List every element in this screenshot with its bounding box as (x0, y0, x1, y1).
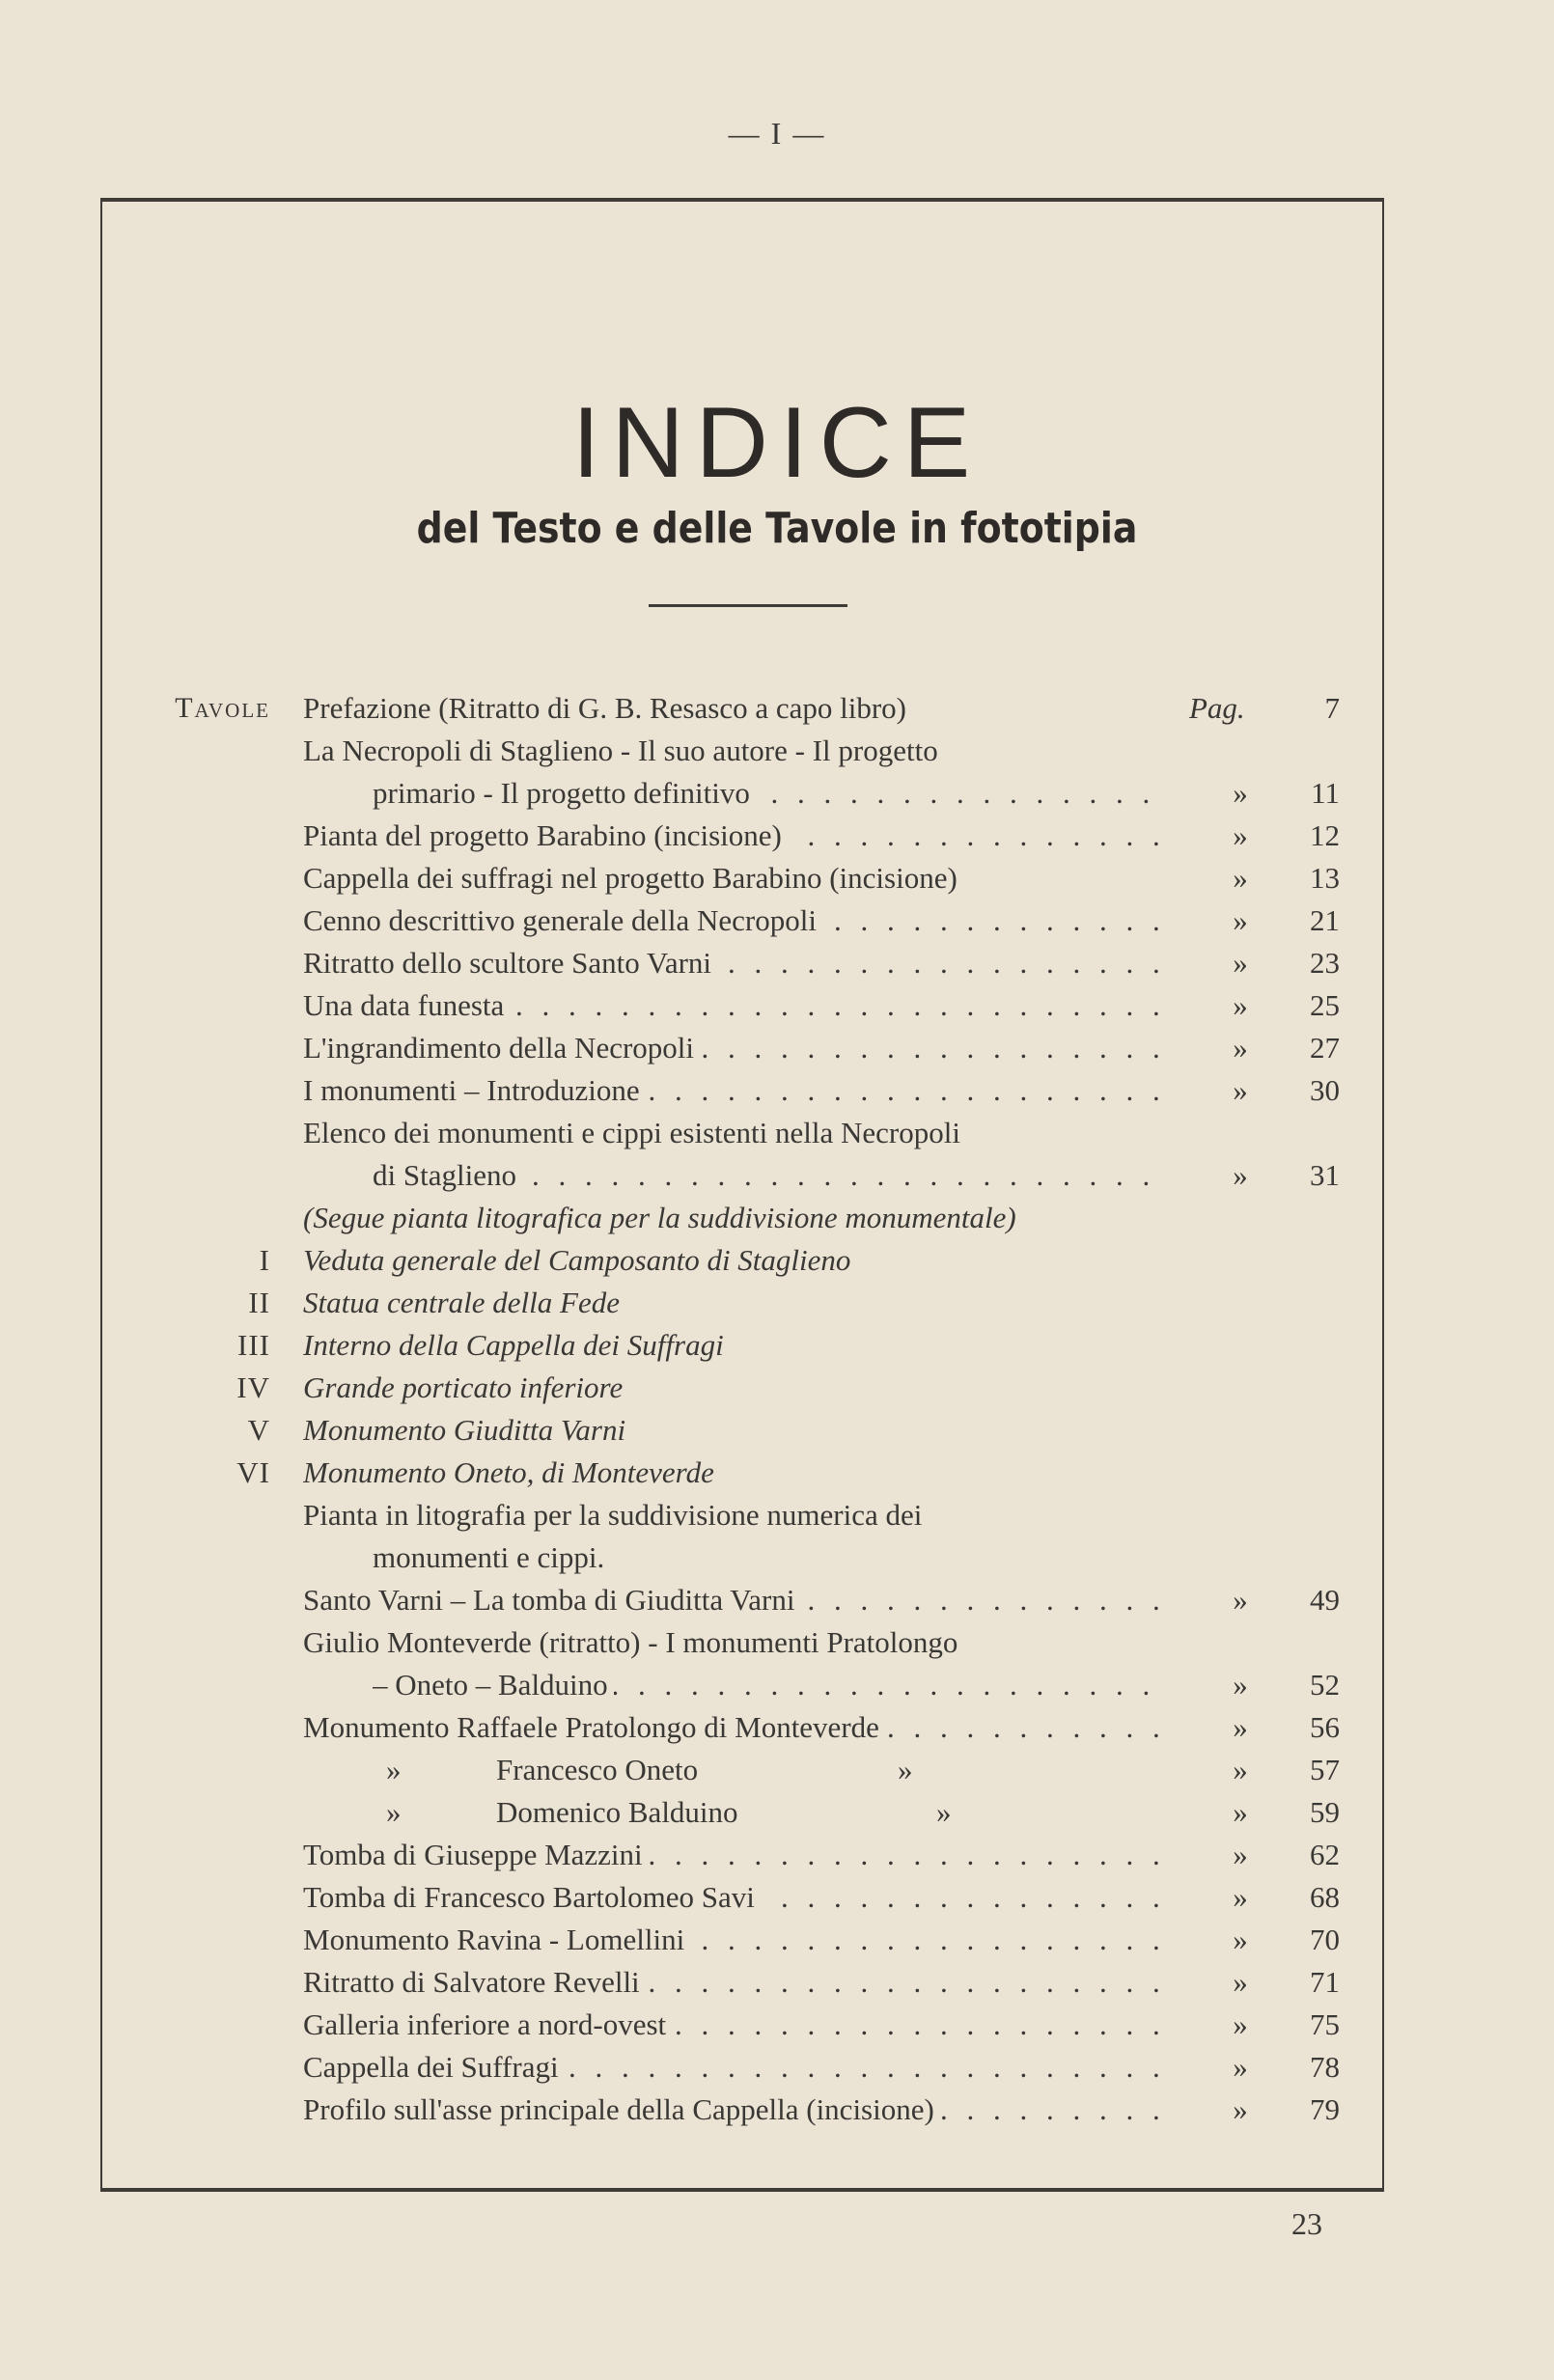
page-number: 68 (1310, 1880, 1340, 1914)
toc-row (0, 857, 1554, 899)
plate-number: III (237, 1328, 270, 1362)
table-of-contents (0, 687, 1554, 2131)
ditto-mark: » (1233, 1838, 1248, 1871)
page-number: 11 (1311, 776, 1340, 810)
toc-entry: Elenco dei monumenti e cippi esistenti nella Necropoli (303, 1116, 960, 1149)
page-number: 71 (1310, 1965, 1340, 1999)
ditto-mark: » (1233, 1965, 1248, 1999)
plate-title: Statua centrale della Fede (303, 1286, 620, 1319)
toc-entry: Tomba di Giuseppe Mazzini . . . (303, 1834, 1162, 1876)
page-number: 13 (1310, 861, 1340, 895)
toc-row (0, 1664, 1554, 1706)
ditto-mark: » (1233, 1073, 1248, 1107)
toc-row (0, 1749, 1554, 1791)
page-number: 70 (1310, 1923, 1340, 1956)
ditto-mark: » (1233, 2092, 1248, 2126)
toc-row (0, 1027, 1554, 1069)
page-number: 21 (1310, 903, 1340, 937)
toc-entry: Tomba di Francesco Bartolomeo Savi . . . (303, 1876, 1162, 1919)
toc-row (0, 1919, 1554, 1961)
page-number: 52 (1310, 1668, 1340, 1702)
ditto-mark: » (1233, 861, 1248, 895)
ditto-mark: » (1233, 903, 1248, 937)
plate-number: II (248, 1286, 270, 1319)
toc-entry: Ritratto dello scultore Santo Varni . . . (303, 942, 1162, 984)
ditto-mark: » (1233, 776, 1248, 810)
toc-entry: primario - Il progetto definitivo . . . (373, 772, 1162, 815)
ditto-mark: » (1233, 946, 1248, 980)
toc-row (0, 1452, 1554, 1494)
ditto-mark: » (936, 1795, 952, 1829)
toc-row (0, 1112, 1554, 1154)
toc-entry: Pianta del progetto Barabino (incisione) . . . (303, 815, 1162, 857)
toc-row (0, 1367, 1554, 1409)
page-number: 25 (1310, 988, 1340, 1022)
ditto-mark: » (1233, 1710, 1248, 1744)
plate-number: I (259, 1243, 270, 1277)
ditto-mark: » (1233, 2007, 1248, 2041)
ditto-mark: » (386, 1795, 402, 1829)
page-number: 30 (1310, 1073, 1340, 1107)
toc-row (0, 1961, 1554, 2004)
page-number: 31 (1310, 1158, 1340, 1192)
plate-number: IV (236, 1370, 270, 1404)
toc-row (0, 2046, 1554, 2089)
toc-entry: I monumenti – Introduzione . . . (303, 1069, 1162, 1112)
ditto-mark: » (1233, 988, 1248, 1022)
toc-row (0, 815, 1554, 857)
toc-row (0, 730, 1554, 772)
plate-number: VI (236, 1455, 270, 1489)
toc-entry: Santo Varni – La tomba di Giuditta Varni . . . (303, 1579, 1162, 1621)
toc-row (0, 1197, 1554, 1239)
ditto-mark: » (1233, 818, 1248, 852)
toc-row (0, 1494, 1554, 1536)
toc-entry: Profilo sull'asse principale della Cappella (incisione) . . . (303, 2089, 1162, 2131)
page-folio: 23 (1291, 2206, 1322, 2241)
toc-entry: Una data funesta . . . (303, 984, 1162, 1027)
toc-entry: Prefazione (Ritratto di G. B. Resasco a capo libro) (303, 691, 906, 725)
toc-entry: (Segue pianta litografica per la suddivisione monumentale) (303, 1201, 1016, 1234)
ditto-mark: » (1233, 1583, 1248, 1617)
toc-row (0, 1154, 1554, 1197)
page-number: 57 (1310, 1753, 1340, 1786)
plate-title: Monumento Giuditta Varni (303, 1413, 626, 1447)
toc-entry: Pianta in litografia per la suddivisione numerica dei (303, 1498, 923, 1532)
toc-row (0, 1069, 1554, 1112)
toc-row (0, 1536, 1554, 1579)
ditto-mark: » (1233, 2050, 1248, 2084)
toc-entry: Galleria inferiore a nord-ovest . . . (303, 2004, 1162, 2046)
running-head: — I — (728, 116, 826, 151)
toc-entry: Domenico Balduino (496, 1795, 738, 1829)
toc-row (0, 984, 1554, 1027)
toc-row (0, 1239, 1554, 1282)
toc-entry: – Oneto – Balduino . . . (373, 1664, 1162, 1706)
ditto-mark: » (1233, 1158, 1248, 1192)
toc-row (0, 899, 1554, 942)
toc-entry: Cenno descrittivo generale della Necropoli . . . (303, 899, 1162, 942)
plate-title: Grande porticato inferiore (303, 1370, 624, 1404)
title-rule (649, 604, 847, 607)
ditto-mark: » (1233, 1753, 1248, 1786)
ditto-mark: » (898, 1753, 913, 1786)
plate-title: Veduta generale del Camposanto di Staglieno (303, 1243, 851, 1277)
toc-entry: Cappella dei suffragi nel progetto Barabino (incisione) (303, 861, 957, 895)
page-number: 23 (1310, 946, 1340, 980)
toc-row (0, 2004, 1554, 2046)
page-number: 27 (1310, 1031, 1340, 1065)
toc-row (0, 1324, 1554, 1367)
ditto-mark: » (1233, 1795, 1248, 1829)
plate-title: Interno della Cappella dei Suffragi (303, 1328, 724, 1362)
toc-entry: Ritratto di Salvatore Revelli . . . (303, 1961, 1162, 2004)
plate-number: V (247, 1413, 270, 1447)
toc-entry: Monumento Ravina - Lomellini . . . (303, 1919, 1162, 1961)
ditto-mark: » (1233, 1031, 1248, 1065)
toc-row (0, 772, 1554, 815)
toc-entry: Francesco Oneto (496, 1753, 699, 1786)
index-title: INDICE (571, 387, 983, 499)
page-number: 78 (1310, 2050, 1340, 2084)
ditto-mark: » (1233, 1668, 1248, 1702)
toc-entry: Cappella dei Suffragi . . . (303, 2046, 1162, 2089)
toc-entry: monumenti e cippi. (373, 1540, 605, 1574)
toc-entry: Giulio Monteverde (ritratto) - I monumenti Pratolongo (303, 1625, 958, 1659)
page-number: 56 (1310, 1710, 1340, 1744)
page-number: 49 (1310, 1583, 1340, 1617)
tavole-column-label: Tavole (175, 692, 270, 724)
toc-row (0, 1791, 1554, 1834)
ditto-mark: » (1233, 1880, 1248, 1914)
page-number: 12 (1310, 818, 1340, 852)
toc-row (0, 1621, 1554, 1664)
toc-row (0, 1282, 1554, 1324)
index-subtitle: del Testo e delle Tavole in fototipia (416, 504, 1138, 553)
toc-row (0, 687, 1554, 730)
page-number: 62 (1310, 1838, 1340, 1871)
ditto-mark: » (1233, 1923, 1248, 1956)
toc-entry: di Staglieno . . . (373, 1154, 1162, 1197)
page-number: 59 (1310, 1795, 1340, 1829)
toc-entry: Monumento Raffaele Pratolongo di Monteverde . . . (303, 1706, 1162, 1749)
toc-row (0, 1876, 1554, 1919)
page-number: 79 (1310, 2092, 1340, 2126)
toc-entry: L'ingrandimento della Necropoli . . . (303, 1027, 1162, 1069)
toc-row (0, 1579, 1554, 1621)
toc-row (0, 1706, 1554, 1749)
ditto-mark: » (386, 1753, 402, 1786)
toc-entry: La Necropoli di Staglieno - Il suo autore - Il progetto (303, 733, 938, 767)
toc-row (0, 2089, 1554, 2131)
page-number: 75 (1310, 2007, 1340, 2041)
toc-row (0, 1834, 1554, 1876)
page-number: 7 (1324, 691, 1340, 725)
plate-title: Monumento Oneto, di Monteverde (303, 1455, 714, 1489)
toc-row (0, 1409, 1554, 1452)
toc-row (0, 942, 1554, 984)
page-abbreviation: Pag. (1189, 691, 1245, 725)
